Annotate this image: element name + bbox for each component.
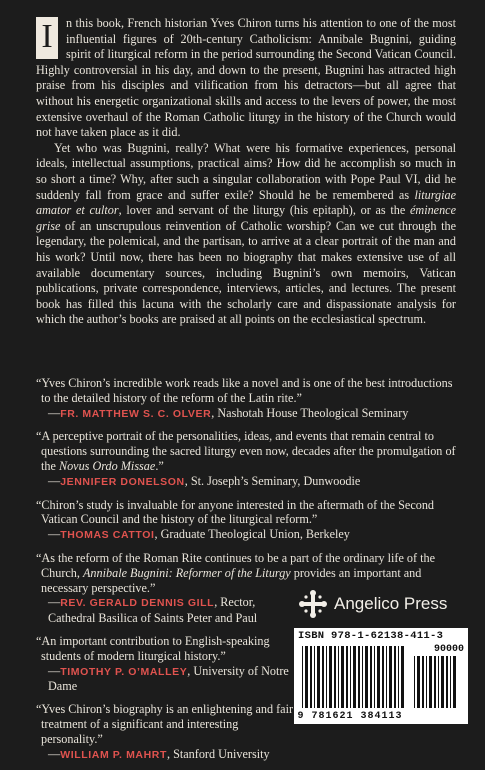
endorsement-text: [36, 429, 456, 473]
endorsement-attribution: [36, 747, 294, 763]
dash: —: [48, 746, 61, 761]
barcode-bar: [338, 646, 339, 708]
endorsement: [36, 702, 294, 762]
ean-barcode-bars: [302, 646, 408, 708]
addon-barcode-bars: [414, 656, 460, 708]
barcode-bar: [302, 646, 303, 708]
barcode-bar: [414, 656, 415, 708]
barcode-bar: [322, 646, 324, 708]
barcode-bar: [429, 656, 432, 708]
endorsement-text-a: “As the reform of the Roman Rite continues to be a part of the ordinary life of the Church,: [36, 550, 436, 580]
dash: —: [48, 527, 61, 542]
barcode-bar: [398, 646, 399, 708]
barcode-bar: [438, 656, 439, 708]
isbn-text: ISBN 978-1-62138-411-3: [298, 630, 444, 642]
barcode-bar: [377, 646, 380, 708]
publisher-name: Angelico Press: [334, 594, 448, 613]
endorsement-attribution: [36, 527, 456, 543]
endorsement: [36, 634, 294, 694]
endorsement-text: “Yves Chiron’s biography is an enlightening and fair treatment of a significant and interesting personality.”: [36, 702, 294, 746]
endorser-affiliation: , University of Notre Dame: [48, 663, 289, 694]
dash: —: [48, 663, 61, 678]
endorsement-attribution: [36, 595, 298, 626]
endorsement-text: “An important contribution to English-speaking students of modern liturgical history.”: [36, 633, 270, 663]
barcode-bar: [453, 656, 456, 708]
barcode-bar: [446, 656, 448, 708]
endorser-name: REV. GERALD DENNIS GILL: [60, 597, 215, 610]
endorser-name: FR. MATTHEW S. C. OLVER: [60, 407, 212, 420]
endorsement-attribution: [36, 406, 456, 422]
barcode-bar: [386, 646, 387, 708]
dash: —: [48, 595, 61, 610]
barcode-bar: [441, 656, 444, 708]
barcode-bar: [370, 646, 372, 708]
endorsement-text: “Yves Chiron’s incredible work reads like a novel and is one of the best introductions to the detailed history of the reform of the Latin rite.”: [36, 376, 453, 405]
endorsement-text-b: .”: [155, 458, 164, 473]
barcode-bar: [334, 646, 336, 708]
barcode-bar: [317, 646, 320, 708]
barcode-bar: [434, 656, 436, 708]
endorser-affiliation: , St. Joseph’s Seminary, Dunwoodie: [184, 473, 361, 488]
barcode-bar: [422, 656, 424, 708]
barcode-bar: [326, 646, 327, 708]
barcode-bar: [362, 646, 363, 708]
book-description: [36, 16, 456, 328]
barcode-bar: [394, 646, 396, 708]
endorser-name: TIMOTHY P. O’MALLEY: [60, 665, 188, 678]
barcode-bar: [401, 646, 404, 708]
endorsement-italic: Annibale Bugnini: Reformer of the Liturgy: [82, 565, 291, 580]
endorser-name: JENNIFER DONELSON: [60, 475, 185, 488]
barcode-bar: [310, 646, 312, 708]
endorsement-text-b: provides an important and necessary perspective.”: [41, 565, 422, 595]
endorsement: [36, 498, 456, 543]
drop-cap: I: [36, 17, 58, 59]
barcode-bar: [314, 646, 315, 708]
description-text-2c: of an unscrupulous reinvention of Catholic worship? Can we cut through the legendary, the polemical, and the partisan, to arrive at a clear portrait of the man and his work? Until now, there has been no biography that makes extensive use of all available documentary sources, including Bugnini’s own memoirs, Vatican publications, private correspondence, interviews, articles, and lectures. The present book has filled this lacuna with the scholarly care and dispassionate analysis for which the author’s books are praised at all points on the ecclesiastical spectrum.: [36, 218, 456, 327]
description-text-2b: , lover and servant of the liturgy (his epitaph), or as the: [118, 203, 410, 218]
barcode-bar: [450, 656, 451, 708]
endorser-affiliation: , Stanford University: [167, 746, 270, 761]
barcode-bar: [374, 646, 375, 708]
endorsement: [36, 376, 456, 421]
dash: —: [48, 473, 61, 488]
barcode-bar: [358, 646, 360, 708]
barcode-bar: [305, 646, 308, 708]
description-paragraph-2: [36, 141, 456, 328]
endorser-name: WILLIAM P. MAHRT: [60, 748, 167, 761]
endorsement-italic: Novus Ordo Missae: [58, 458, 156, 473]
cross-logo-icon: [298, 589, 328, 619]
epitaph-italic: liturgiae amator et cultor: [36, 187, 456, 218]
description-text-2a: Yet who was Bugnini, really? What were his formative experiences, personal ideals, intellectual assumptions, practical aims? How did he accomplish so much in so short a time? Why, after such a singular collaboration with Pope Paul VI, did he suddenly fall from grace and suffer exile? Should he be remembered as: [36, 140, 456, 202]
price-code: 90000: [433, 644, 464, 655]
barcode-bar: [346, 646, 348, 708]
endorsement-attribution: [36, 474, 456, 490]
barcode-bar: [353, 646, 356, 708]
endorsement-text: “Chiron’s study is invaluable for anyone interested in the aftermath of the Second Vatican Council and the history of the liturgical reform.”: [36, 497, 435, 527]
barcode-bar: [329, 646, 332, 708]
endorsement-attribution: [36, 664, 294, 695]
barcode-bar: [365, 646, 368, 708]
barcode-bar: [389, 646, 392, 708]
barcode-bar: [417, 656, 420, 708]
barcode-bar: [350, 646, 351, 708]
barcode-bar: [426, 656, 427, 708]
endorser-affiliation: , Rector, Cathedral Basilica of Saints Peter and Paul: [48, 595, 258, 626]
endorser-affiliation: , Nashotah House Theological Seminary: [211, 405, 409, 420]
publisher-logo: [298, 588, 468, 620]
endorser-affiliation: , Graduate Theological Union, Berkeley: [154, 527, 350, 542]
barcode-bar: [341, 646, 344, 708]
endorsement: [36, 429, 456, 489]
eminence-italic: éminence grise: [36, 203, 456, 233]
barcode-bar: [382, 646, 384, 708]
description-text-1: n this book, French historian Yves Chiron turns his attention to one of the most influential figures of 20th-century Catholicism: Annibale Bugnini, guiding spirit of liturgical reform in the period surrounding the Second Vatican Council. Highly controversial in his day, and down to the present, Bugnini has attracted high praise from his disciples and vilification from his detractors—but all agree that without his energetic organizational skills and access to the levers of power, the most extensive overhaul of the Roman Catholic liturgy in the history of the Church would not have taken place as it did.: [36, 16, 456, 140]
ean-digits: 9 781621 384113: [297, 711, 403, 722]
endorser-name: THOMAS CATTOI: [60, 529, 155, 542]
isbn-barcode: [294, 628, 468, 724]
description-paragraph-1: [36, 16, 456, 141]
dash: —: [48, 405, 61, 420]
endorsement-text-a: “A perceptive portrait of the personalities, ideas, and events that remain central to questions surrounding the sacred liturgy even now, decades after the promulgation of the: [36, 429, 456, 473]
